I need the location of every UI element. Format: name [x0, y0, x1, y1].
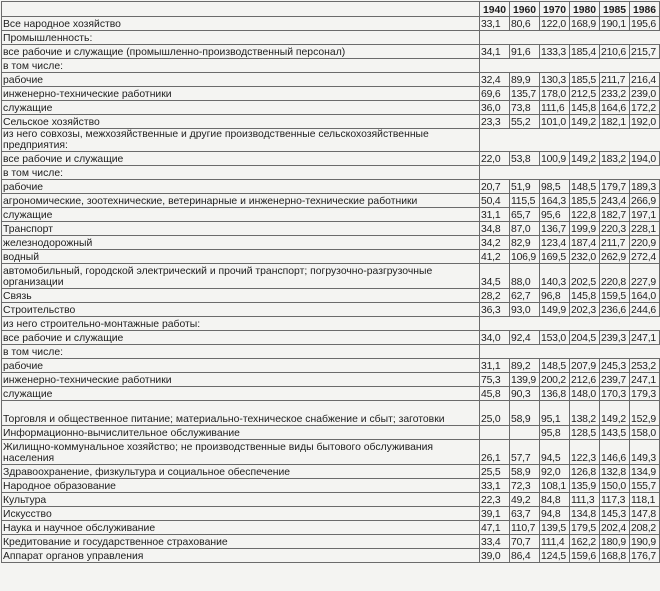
table-row [2, 264, 660, 289]
value-cell: 155,7 [630, 479, 660, 493]
value-cell [570, 31, 600, 45]
row-label: железнодорожный [2, 236, 480, 250]
value-cell: 123,4 [540, 236, 570, 250]
value-cell [540, 317, 570, 331]
table-row [2, 101, 660, 115]
value-cell: 185,5 [570, 73, 600, 87]
value-cell: 122,8 [570, 208, 600, 222]
table-row [2, 373, 660, 387]
value-cell [540, 345, 570, 359]
table-row [2, 303, 660, 317]
value-cell: 179,5 [570, 521, 600, 535]
value-cell [540, 31, 570, 45]
value-cell [570, 166, 600, 180]
table-row [2, 73, 660, 87]
value-cell: 197,1 [630, 208, 660, 222]
value-cell: 227,9 [630, 264, 660, 289]
value-cell: 65,7 [510, 208, 540, 222]
value-cell: 34,2 [480, 236, 510, 250]
value-cell: 220,8 [600, 264, 630, 289]
value-cell [540, 166, 570, 180]
value-cell: 239,0 [630, 87, 660, 101]
value-cell: 168,8 [600, 549, 630, 563]
value-cell: 179,7 [600, 180, 630, 194]
value-cell: 145,3 [600, 507, 630, 521]
year-header: 1960 [510, 2, 540, 17]
value-cell: 159,6 [570, 549, 600, 563]
table-row [2, 345, 660, 359]
value-cell: 28,2 [480, 289, 510, 303]
value-cell: 75,3 [480, 373, 510, 387]
value-cell: 247,1 [630, 331, 660, 345]
header-row [2, 2, 660, 17]
value-cell: 122,3 [570, 440, 600, 465]
value-cell: 101,0 [540, 115, 570, 129]
value-cell: 138,2 [570, 401, 600, 426]
value-cell: 159,5 [600, 289, 630, 303]
value-cell: 183,2 [600, 152, 630, 166]
table-row [2, 401, 660, 426]
value-cell: 182,7 [600, 208, 630, 222]
value-cell: 212,5 [570, 87, 600, 101]
value-cell: 135,9 [570, 479, 600, 493]
table-row [2, 87, 660, 101]
value-cell: 53,8 [510, 152, 540, 166]
row-label: агрономические, зоотехнические, ветеринарные и инженерно-технические работники [2, 194, 480, 208]
value-cell: 33,4 [480, 535, 510, 549]
row-label: Транспорт [2, 222, 480, 236]
value-cell: 148,5 [570, 180, 600, 194]
wage-statistics-table [1, 1, 660, 563]
value-cell: 118,1 [630, 493, 660, 507]
value-cell: 135,7 [510, 87, 540, 101]
row-label: в том числе: [2, 59, 480, 73]
value-cell: 63,7 [510, 507, 540, 521]
row-label: Народное образование [2, 479, 480, 493]
row-label: инженерно-технические работники [2, 373, 480, 387]
value-cell: 20,7 [480, 180, 510, 194]
value-cell: 93,0 [510, 303, 540, 317]
row-label: Строительство [2, 303, 480, 317]
value-cell: 164,3 [540, 194, 570, 208]
row-label: Информационно-вычислительное обслуживание [2, 426, 480, 440]
value-cell: 244,6 [630, 303, 660, 317]
row-label: Связь [2, 289, 480, 303]
value-cell [600, 317, 630, 331]
table-row [2, 289, 660, 303]
row-label: Искусство [2, 507, 480, 521]
value-cell: 139,5 [540, 521, 570, 535]
table-row [2, 359, 660, 373]
value-cell: 55,2 [510, 115, 540, 129]
value-cell [540, 129, 570, 152]
value-cell: 239,7 [600, 373, 630, 387]
value-cell: 266,9 [630, 194, 660, 208]
value-cell: 31,1 [480, 208, 510, 222]
value-cell [630, 59, 660, 73]
value-cell: 95,6 [540, 208, 570, 222]
value-cell [510, 31, 540, 45]
value-cell: 233,2 [600, 87, 630, 101]
value-cell: 117,3 [600, 493, 630, 507]
table-row [2, 426, 660, 440]
value-cell: 170,3 [600, 387, 630, 401]
value-cell: 132,8 [600, 465, 630, 479]
value-cell: 190,1 [600, 17, 630, 31]
row-label: все рабочие и служащие (промышленно-производственный персонал) [2, 45, 480, 59]
row-label: служащие [2, 387, 480, 401]
value-cell: 149,3 [630, 440, 660, 465]
value-cell: 172,2 [630, 101, 660, 115]
year-header: 1970 [540, 2, 570, 17]
value-cell: 124,5 [540, 549, 570, 563]
value-cell: 178,0 [540, 87, 570, 101]
header-label-cell [2, 2, 480, 17]
value-cell: 22,3 [480, 493, 510, 507]
value-cell: 73,8 [510, 101, 540, 115]
value-cell: 108,1 [540, 479, 570, 493]
value-cell: 211,7 [600, 73, 630, 87]
value-cell: 134,9 [630, 465, 660, 479]
value-cell: 122,0 [540, 17, 570, 31]
table-row [2, 507, 660, 521]
value-cell: 110,7 [510, 521, 540, 535]
row-label: Все народное хозяйство [2, 17, 480, 31]
table-row [2, 493, 660, 507]
value-cell: 164,0 [630, 289, 660, 303]
value-cell: 145,8 [570, 289, 600, 303]
value-cell: 262,9 [600, 250, 630, 264]
value-cell: 49,2 [510, 493, 540, 507]
value-cell [510, 317, 540, 331]
value-cell: 149,9 [540, 303, 570, 317]
value-cell: 187,4 [570, 236, 600, 250]
value-cell [480, 129, 510, 152]
value-cell: 98,5 [540, 180, 570, 194]
value-cell: 25,5 [480, 465, 510, 479]
table-row [2, 250, 660, 264]
value-cell: 192,0 [630, 115, 660, 129]
value-cell: 211,7 [600, 236, 630, 250]
value-cell: 62,7 [510, 289, 540, 303]
value-cell: 58,9 [510, 401, 540, 426]
value-cell: 41,2 [480, 250, 510, 264]
value-cell: 239,3 [600, 331, 630, 345]
value-cell: 180,9 [600, 535, 630, 549]
value-cell: 147,8 [630, 507, 660, 521]
value-cell: 126,8 [570, 465, 600, 479]
value-cell: 194,0 [630, 152, 660, 166]
value-cell: 23,3 [480, 115, 510, 129]
value-cell: 39,1 [480, 507, 510, 521]
value-cell [630, 31, 660, 45]
value-cell: 25,0 [480, 401, 510, 426]
row-label: служащие [2, 101, 480, 115]
value-cell: 236,6 [600, 303, 630, 317]
value-cell: 34,8 [480, 222, 510, 236]
value-cell [600, 31, 630, 45]
table-row [2, 152, 660, 166]
value-cell: 84,8 [540, 493, 570, 507]
row-label: инженерно-технические работники [2, 87, 480, 101]
value-cell: 89,9 [510, 73, 540, 87]
value-cell: 202,4 [600, 521, 630, 535]
value-cell: 36,0 [480, 101, 510, 115]
value-cell: 88,0 [510, 264, 540, 289]
row-label: рабочие [2, 180, 480, 194]
value-cell [510, 166, 540, 180]
value-cell: 72,3 [510, 479, 540, 493]
year-header: 1985 [600, 2, 630, 17]
row-label: рабочие [2, 73, 480, 87]
value-cell: 149,2 [570, 152, 600, 166]
value-cell: 31,1 [480, 359, 510, 373]
value-cell: 92,4 [510, 331, 540, 345]
year-header: 1980 [570, 2, 600, 17]
value-cell: 91,6 [510, 45, 540, 59]
value-cell: 210,6 [600, 45, 630, 59]
value-cell [510, 59, 540, 73]
value-cell: 253,2 [630, 359, 660, 373]
value-cell: 69,6 [480, 87, 510, 101]
value-cell: 216,4 [630, 73, 660, 87]
value-cell: 47,1 [480, 521, 510, 535]
value-cell: 136,8 [540, 387, 570, 401]
value-cell: 164,6 [600, 101, 630, 115]
value-cell: 150,0 [600, 479, 630, 493]
row-label: Сельское хозяйство [2, 115, 480, 129]
value-cell [480, 426, 510, 440]
row-label: в том числе: [2, 166, 480, 180]
value-cell: 133,3 [540, 45, 570, 59]
table-row [2, 549, 660, 563]
value-cell: 153,0 [540, 331, 570, 345]
value-cell: 202,3 [570, 303, 600, 317]
row-label: в том числе: [2, 345, 480, 359]
value-cell: 162,2 [570, 535, 600, 549]
row-label: автомобильный, городской электрический и прочий транспорт; погрузочно-разгрузочные организации [2, 264, 480, 289]
value-cell: 34,0 [480, 331, 510, 345]
value-cell: 199,9 [570, 222, 600, 236]
value-cell: 22,0 [480, 152, 510, 166]
value-cell: 139,9 [510, 373, 540, 387]
year-header: 1986 [630, 2, 660, 17]
table-body [2, 17, 660, 563]
value-cell [480, 317, 510, 331]
value-cell: 100,9 [540, 152, 570, 166]
table-row [2, 521, 660, 535]
value-cell [480, 166, 510, 180]
value-cell: 95,8 [540, 426, 570, 440]
value-cell: 204,5 [570, 331, 600, 345]
value-cell: 36,3 [480, 303, 510, 317]
row-label: служащие [2, 208, 480, 222]
value-cell: 168,9 [570, 17, 600, 31]
row-label: все рабочие и служащие [2, 331, 480, 345]
value-cell: 148,0 [570, 387, 600, 401]
table-row [2, 317, 660, 331]
value-cell: 58,9 [510, 465, 540, 479]
value-cell [510, 129, 540, 152]
table-row [2, 208, 660, 222]
value-cell [570, 345, 600, 359]
value-cell: 148,5 [540, 359, 570, 373]
value-cell [630, 317, 660, 331]
value-cell: 50,4 [480, 194, 510, 208]
table-row [2, 387, 660, 401]
row-label: Аппарат органов управления [2, 549, 480, 563]
value-cell: 32,4 [480, 73, 510, 87]
value-cell: 82,9 [510, 236, 540, 250]
table-row [2, 115, 660, 129]
table-row [2, 440, 660, 465]
value-cell: 33,1 [480, 17, 510, 31]
row-label: Кредитование и государственное страхование [2, 535, 480, 549]
value-cell: 33,1 [480, 479, 510, 493]
row-label: из него строительно-монтажные работы: [2, 317, 480, 331]
value-cell [630, 345, 660, 359]
table-row [2, 331, 660, 345]
value-cell: 106,9 [510, 250, 540, 264]
value-cell: 86,4 [510, 549, 540, 563]
value-cell: 207,9 [570, 359, 600, 373]
value-cell: 26,1 [480, 440, 510, 465]
value-cell: 220,9 [630, 236, 660, 250]
year-header: 1940 [480, 2, 510, 17]
value-cell: 189,3 [630, 180, 660, 194]
value-cell: 96,8 [540, 289, 570, 303]
value-cell: 95,1 [540, 401, 570, 426]
value-cell: 208,2 [630, 521, 660, 535]
row-label: Промышленность: [2, 31, 480, 45]
table-row [2, 45, 660, 59]
table-row [2, 180, 660, 194]
value-cell: 87,0 [510, 222, 540, 236]
value-cell [600, 129, 630, 152]
value-cell: 130,3 [540, 73, 570, 87]
row-label: Культура [2, 493, 480, 507]
value-cell: 182,1 [600, 115, 630, 129]
value-cell [540, 59, 570, 73]
table-row [2, 194, 660, 208]
value-cell: 134,8 [570, 507, 600, 521]
value-cell: 115,5 [510, 194, 540, 208]
value-cell: 228,1 [630, 222, 660, 236]
table-row [2, 236, 660, 250]
value-cell [480, 59, 510, 73]
value-cell: 57,7 [510, 440, 540, 465]
row-label: рабочие [2, 359, 480, 373]
table-row [2, 129, 660, 152]
table-row [2, 166, 660, 180]
value-cell: 158,0 [630, 426, 660, 440]
table-row [2, 17, 660, 31]
row-label: водный [2, 250, 480, 264]
value-cell: 51,9 [510, 180, 540, 194]
value-cell: 232,0 [570, 250, 600, 264]
row-label: Торговля и общественное питание; материально-техническое снабжение и сбыт; заготовки [2, 401, 480, 426]
value-cell: 152,9 [630, 401, 660, 426]
value-cell: 149,2 [600, 401, 630, 426]
row-label: Жилищно-коммунальное хозяйство; не производственные виды бытового обслуживания населения [2, 440, 480, 465]
value-cell: 146,6 [600, 440, 630, 465]
value-cell: 215,7 [630, 45, 660, 59]
value-cell [630, 129, 660, 152]
value-cell: 243,4 [600, 194, 630, 208]
value-cell [600, 166, 630, 180]
value-cell: 111,3 [570, 493, 600, 507]
value-cell [510, 426, 540, 440]
value-cell: 111,4 [540, 535, 570, 549]
value-cell: 247,1 [630, 373, 660, 387]
value-cell: 94,5 [540, 440, 570, 465]
value-cell: 136,7 [540, 222, 570, 236]
value-cell: 140,3 [540, 264, 570, 289]
value-cell: 149,2 [570, 115, 600, 129]
value-cell [600, 59, 630, 73]
row-label: из него совхозы, межхозяйственные и другие производственные сельскохозяйственные предприятия: [2, 129, 480, 152]
row-label: Здравоохранение, физкультура и социальное обеспечение [2, 465, 480, 479]
value-cell: 169,5 [540, 250, 570, 264]
value-cell [570, 59, 600, 73]
value-cell: 90,3 [510, 387, 540, 401]
value-cell: 195,6 [630, 17, 660, 31]
value-cell: 111,6 [540, 101, 570, 115]
value-cell: 89,2 [510, 359, 540, 373]
value-cell: 190,9 [630, 535, 660, 549]
value-cell: 212,6 [570, 373, 600, 387]
table-row [2, 222, 660, 236]
table-row [2, 59, 660, 73]
table-row [2, 479, 660, 493]
value-cell: 202,5 [570, 264, 600, 289]
value-cell [480, 345, 510, 359]
value-cell: 34,1 [480, 45, 510, 59]
row-label: все рабочие и служащие [2, 152, 480, 166]
value-cell: 245,3 [600, 359, 630, 373]
value-cell: 200,2 [540, 373, 570, 387]
value-cell [630, 166, 660, 180]
value-cell: 94,8 [540, 507, 570, 521]
table-row [2, 465, 660, 479]
value-cell: 45,8 [480, 387, 510, 401]
value-cell [600, 345, 630, 359]
value-cell: 70,7 [510, 535, 540, 549]
value-cell: 179,3 [630, 387, 660, 401]
value-cell: 34,5 [480, 264, 510, 289]
value-cell [510, 345, 540, 359]
value-cell: 92,0 [540, 465, 570, 479]
row-label: Наука и научное обслуживание [2, 521, 480, 535]
value-cell: 145,8 [570, 101, 600, 115]
table-row [2, 31, 660, 45]
value-cell: 80,6 [510, 17, 540, 31]
value-cell: 185,4 [570, 45, 600, 59]
value-cell [570, 317, 600, 331]
value-cell: 39,0 [480, 549, 510, 563]
value-cell [480, 31, 510, 45]
table-row [2, 535, 660, 549]
value-cell: 143,5 [600, 426, 630, 440]
value-cell: 185,5 [570, 194, 600, 208]
value-cell: 176,7 [630, 549, 660, 563]
value-cell: 128,5 [570, 426, 600, 440]
value-cell: 272,4 [630, 250, 660, 264]
value-cell [570, 129, 600, 152]
value-cell: 220,3 [600, 222, 630, 236]
